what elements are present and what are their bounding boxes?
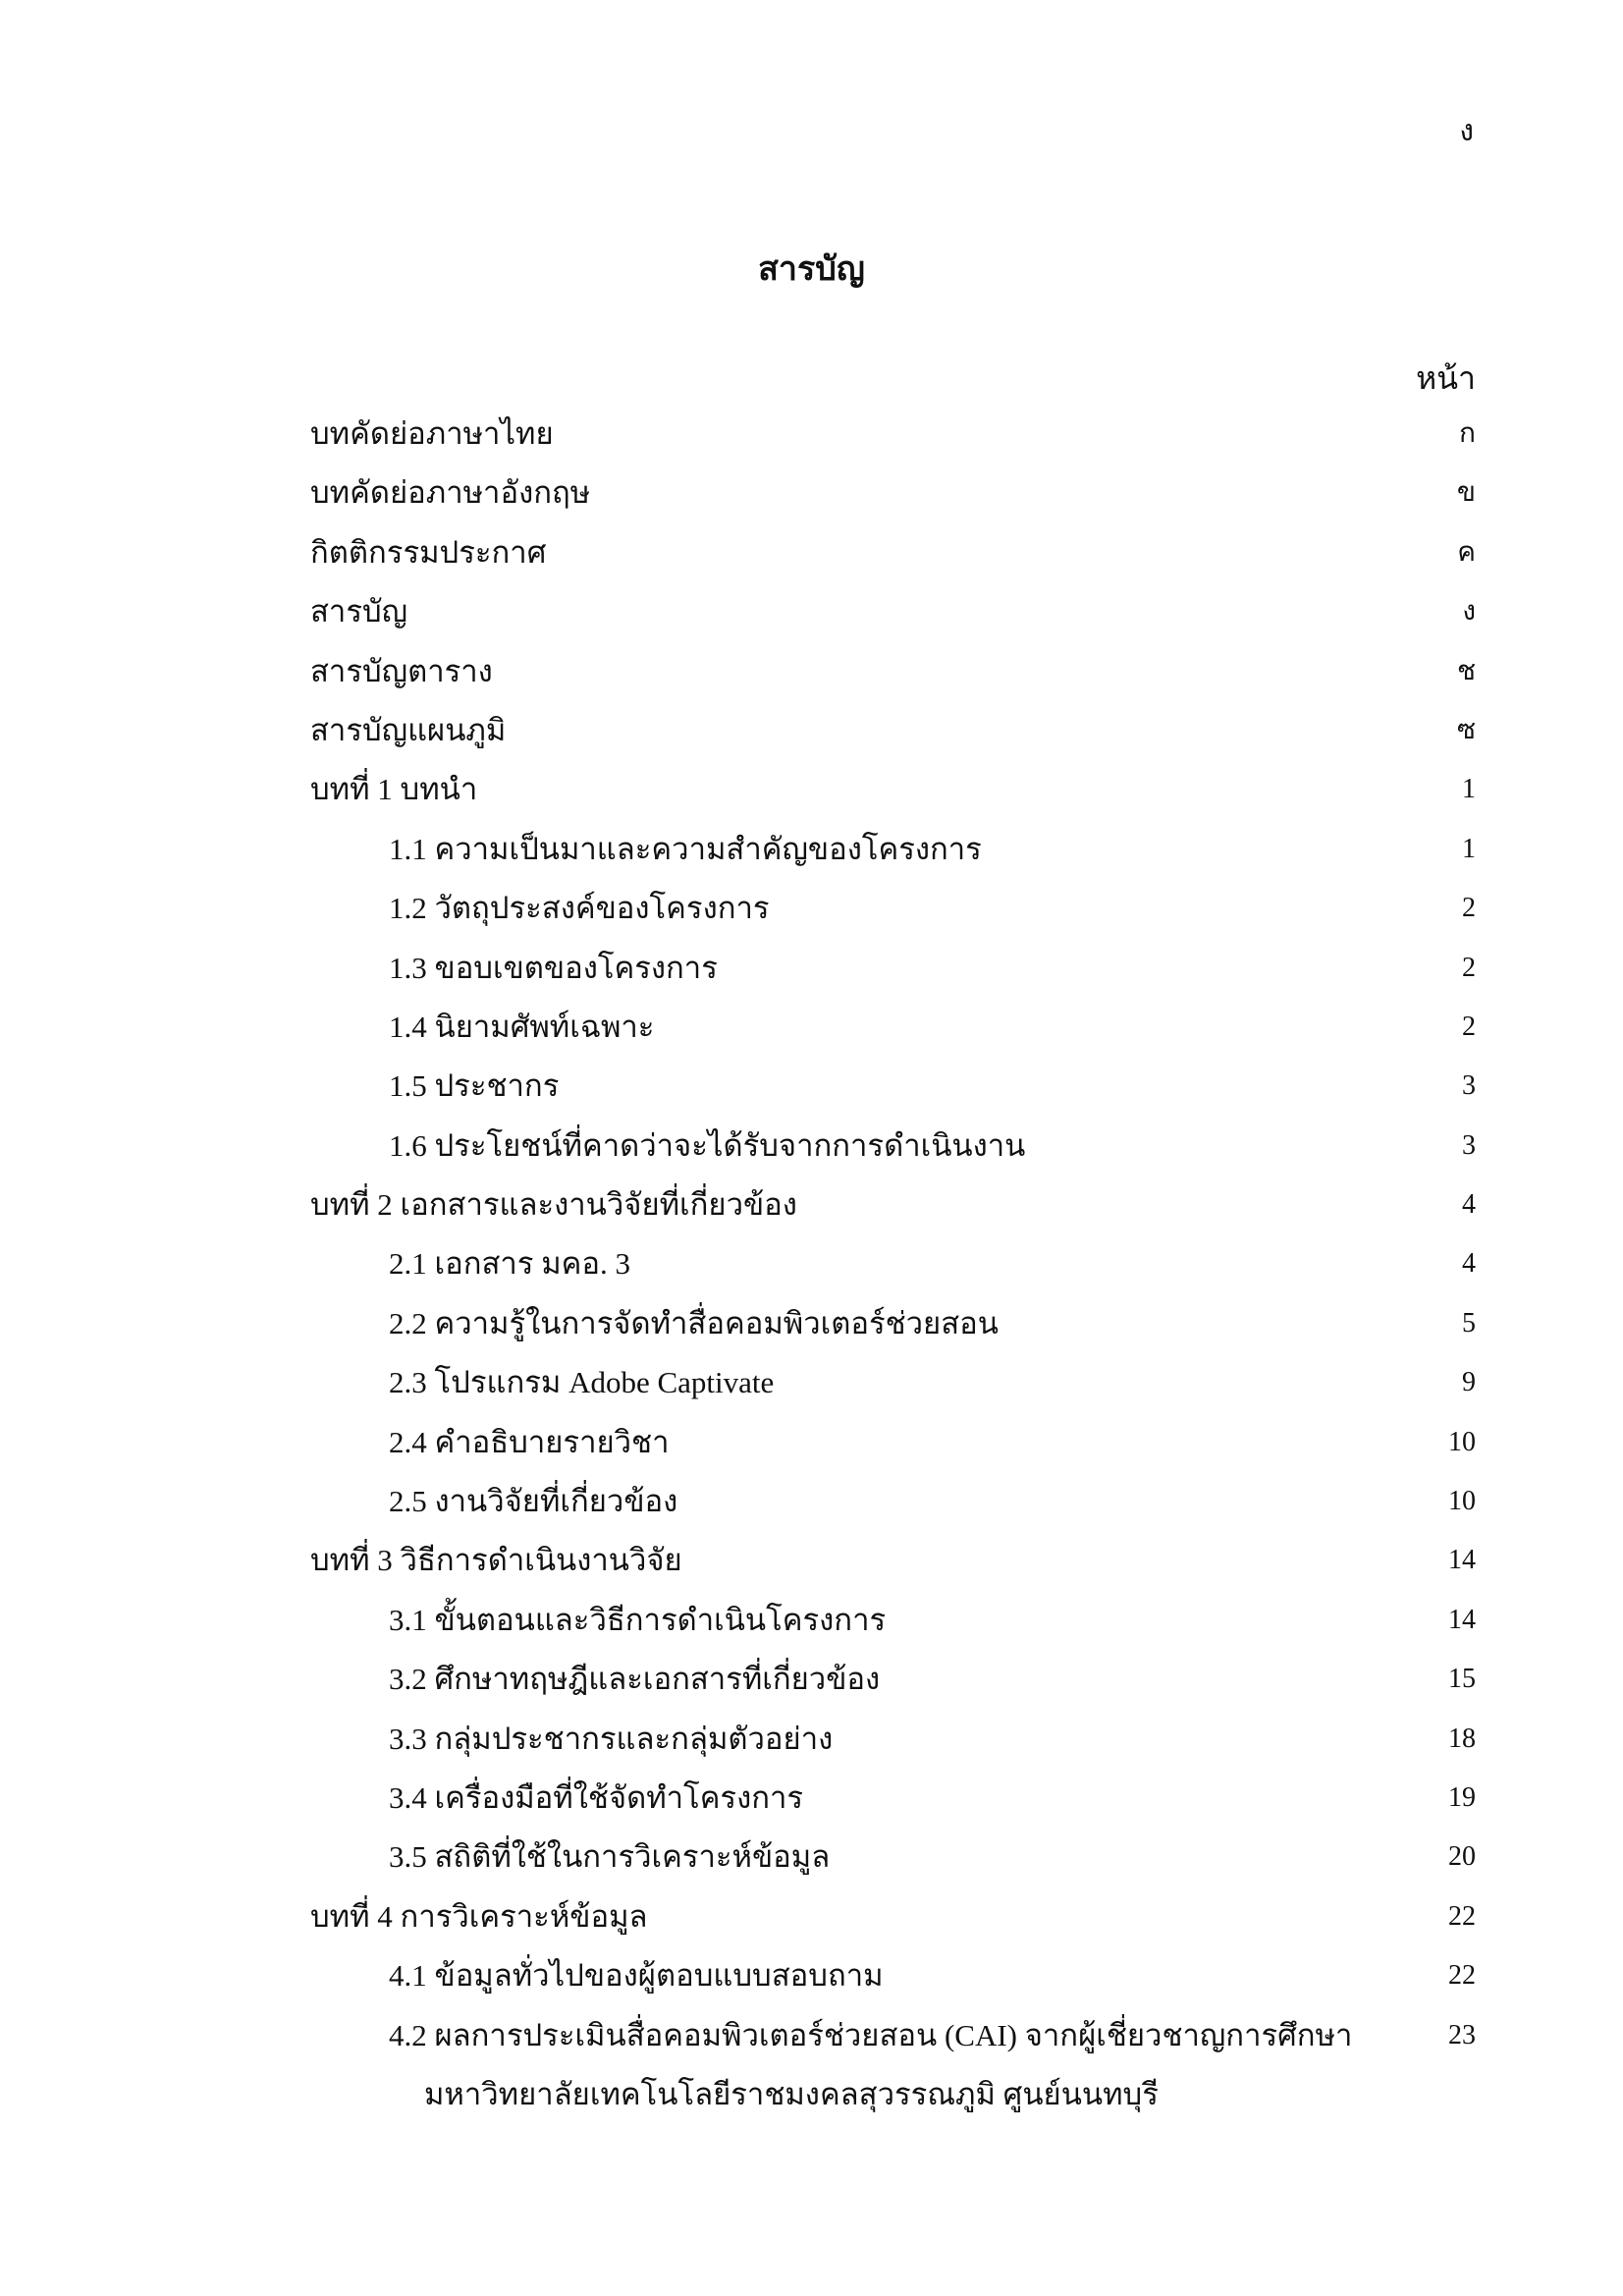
toc-entry-label	[310, 766, 1397, 813]
toc-subsection-entry	[310, 1716, 1476, 1775]
toc-entry-title: 2.4 คำอธิบายรายวิชา	[389, 1424, 670, 1459]
toc-entry-title: บทคัดย่อภาษาอังกฤษ	[310, 475, 591, 511]
toc-entry-page: 2	[1462, 893, 1476, 924]
toc-entry-page: 1	[1462, 774, 1476, 805]
toc-entry-label	[310, 410, 1397, 458]
toc-entry-page: 18	[1448, 1722, 1476, 1754]
toc-entry-title: สารบัญ	[310, 594, 408, 629]
toc-subsection-entry	[310, 1952, 1476, 2011]
toc-entry-title: 4.2 ผลการประเมินสื่อคอมพิวเตอร์ช่วยสอน (CAI) จากผู้เชี่ยวชาญการศึกษา	[389, 2017, 1353, 2052]
toc-entry-page: 23	[1448, 2019, 1476, 2050]
toc-entry-title: 2.3 โปรแกรม Adobe Captivate	[389, 1365, 775, 1400]
toc-entry-label	[310, 1952, 1397, 1999]
toc-entry	[310, 529, 1476, 588]
toc-entry-page: 22	[1448, 1900, 1476, 1932]
toc-entry-label	[310, 1833, 1397, 1881]
toc-entry-label	[310, 1478, 1397, 1525]
toc-entry-label	[310, 1359, 1397, 1406]
toc-entry-label	[310, 1597, 1397, 1644]
toc-entry-page: 9	[1462, 1367, 1476, 1398]
toc-subsection-entry	[310, 945, 1476, 1004]
toc-subsection-entry	[310, 2012, 1476, 2118]
toc-entry-label	[310, 945, 1397, 992]
toc-entry-page: ก	[1459, 418, 1476, 449]
toc-entry-label	[310, 529, 1397, 576]
toc-entry-label	[310, 1240, 1397, 1287]
toc-entry-label	[310, 1419, 1397, 1466]
toc-entry-label	[310, 707, 1397, 754]
toc-entry-page: 20	[1448, 1841, 1476, 1873]
toc-entry-title: 1.5 ประชากร	[389, 1068, 560, 1104]
toc-entry	[310, 469, 1476, 528]
toc-entry	[310, 588, 1476, 647]
toc-entry-page: 1	[1462, 833, 1476, 864]
toc-entry-title: 4.1 ข้อมูลทั่วไปของผู้ตอบแบบสอบถาม	[389, 1958, 884, 1994]
toc-entry-label	[310, 1716, 1397, 1763]
toc-subsection-entry	[310, 1300, 1476, 1359]
toc-entry	[310, 1893, 1476, 1952]
toc-entry-title: สารบัญตาราง	[310, 653, 493, 688]
toc-entry-title: บทที่ 3 วิธีการดำเนินงานวิจัย	[310, 1543, 682, 1578]
toc-entry-title: 3.3 กลุ่มประชากรและกลุ่มตัวอย่าง	[389, 1721, 834, 1756]
toc-entry-label	[310, 1004, 1397, 1051]
toc-subsection-entry	[310, 1122, 1476, 1181]
toc-entry-page: ง	[1462, 596, 1476, 628]
page-number: ง	[1459, 115, 1474, 147]
toc-entry-page: 2	[1462, 952, 1476, 983]
toc-entry-title: 1.4 นิยามศัพท์เฉพาะ	[389, 1009, 655, 1044]
toc-entry-title: บทคัดย่อภาษาไทย	[310, 416, 554, 451]
toc-entry-page: 15	[1448, 1664, 1476, 1695]
toc-entry-label	[310, 885, 1397, 932]
toc-entry-title-continuation: มหาวิทยาลัยเทคโนโลยีราชมงคลสุวรรณภูมิ ศูนย์นนทบุรี	[424, 2076, 1159, 2111]
toc-subsection-entry	[310, 826, 1476, 885]
toc-entry-page: 5	[1462, 1307, 1476, 1339]
toc-entry-title: 1.2 วัตถุประสงค์ของโครงการ	[389, 891, 770, 926]
toc-entry	[310, 410, 1476, 469]
toc-entry-title: กิตติกรรมประกาศ	[310, 534, 547, 570]
toc-entry-page: ค	[1457, 536, 1476, 568]
toc-entry-label	[310, 588, 1397, 635]
toc-subsection-entry	[310, 1656, 1476, 1715]
toc-subsection-entry	[310, 1478, 1476, 1537]
toc-entry-page: 14	[1448, 1604, 1476, 1635]
toc-entry-page: ซ	[1456, 714, 1476, 745]
toc-entry-label	[310, 1893, 1397, 1941]
toc-entry-label	[310, 1775, 1397, 1822]
toc-subsection-entry	[310, 1597, 1476, 1656]
toc-entry-page: 10	[1448, 1426, 1476, 1457]
toc-subsection-entry	[310, 885, 1476, 944]
toc-entry-title: 1.6 ประโยชน์ที่คาดว่าจะได้รับจากการดำเนินงาน	[389, 1127, 1026, 1163]
toc-entry	[310, 1537, 1476, 1596]
toc-subsection-entry	[310, 1833, 1476, 1892]
toc-entry-title: 3.4 เครื่องมือที่ใช้จัดทำโครงการ	[389, 1779, 804, 1815]
toc-entry	[310, 707, 1476, 766]
toc-entry-title: บทที่ 1 บทนำ	[310, 772, 478, 807]
toc-entry-label	[310, 1537, 1397, 1584]
toc-entry-title: 3.2 ศึกษาทฤษฎีและเอกสารที่เกี่ยวข้อง	[389, 1662, 881, 1697]
toc-entry-title: บทที่ 4 การวิเคราะห์ข้อมูล	[310, 1898, 648, 1934]
toc-entry-title: 2.5 งานวิจัยที่เกี่ยวข้อง	[389, 1484, 678, 1519]
toc-entry-page: ช	[1456, 655, 1476, 686]
toc-entry-title: สารบัญแผนภูมิ	[310, 712, 507, 747]
toc-subsection-entry	[310, 1359, 1476, 1418]
toc-entry-page: 2	[1462, 1011, 1476, 1042]
toc-subsection-entry	[310, 1419, 1476, 1478]
toc-entry-label	[310, 2012, 1397, 2118]
toc-entry-title: 3.5 สถิติที่ใช้ในการวิเคราะห์ข้อมูล	[389, 1839, 831, 1875]
toc-subsection-entry	[310, 1240, 1476, 1299]
toc-entry-title: 2.1 เอกสาร มคอ. 3	[389, 1246, 631, 1282]
toc-entry-label	[310, 1063, 1397, 1110]
toc-entry-page: 3	[1462, 1070, 1476, 1102]
toc-entry	[310, 1181, 1476, 1240]
toc-entry-label	[310, 469, 1397, 517]
toc-entry-page: 4	[1462, 1248, 1476, 1280]
toc-entry-title: 3.1 ขั้นตอนและวิธีการดำเนินโครงการ	[389, 1602, 887, 1637]
toc-entry-title: 1.1 ความเป็นมาและความสำคัญของโครงการ	[389, 831, 982, 866]
page-column-header: หน้า	[1416, 360, 1476, 396]
toc-entry	[310, 648, 1476, 707]
toc-entry-label	[310, 1300, 1397, 1347]
toc-subsection-entry	[310, 1775, 1476, 1833]
toc-entry-page: 14	[1448, 1545, 1476, 1576]
toc-subsection-entry	[310, 1004, 1476, 1063]
toc-entry-title: บทที่ 2 เอกสารและงานวิจัยที่เกี่ยวข้อง	[310, 1187, 797, 1223]
toc-entry-page: 22	[1448, 1960, 1476, 1992]
toc-entry-page: 10	[1448, 1486, 1476, 1517]
toc-entry-label	[310, 826, 1397, 873]
toc-subsection-entry	[310, 1063, 1476, 1121]
toc-entry-label	[310, 1181, 1397, 1229]
toc-entry	[310, 766, 1476, 825]
toc-entry-label	[310, 1656, 1397, 1703]
toc-entry-label	[310, 1122, 1397, 1170]
toc-list	[310, 410, 1476, 2118]
toc-entry-title: 2.2 ความรู้ในการจัดทำสื่อคอมพิวเตอร์ช่วยสอน	[389, 1305, 999, 1340]
toc-entry-label	[310, 648, 1397, 695]
toc-entry-page: 4	[1462, 1189, 1476, 1221]
toc-entry-page: 3	[1462, 1129, 1476, 1161]
toc-entry-page: ข	[1456, 477, 1476, 509]
toc-entry-title: 1.3 ขอบเขตของโครงการ	[389, 950, 718, 985]
toc-entry-page: 19	[1448, 1781, 1476, 1813]
toc-title: สารบัญ	[758, 251, 865, 288]
